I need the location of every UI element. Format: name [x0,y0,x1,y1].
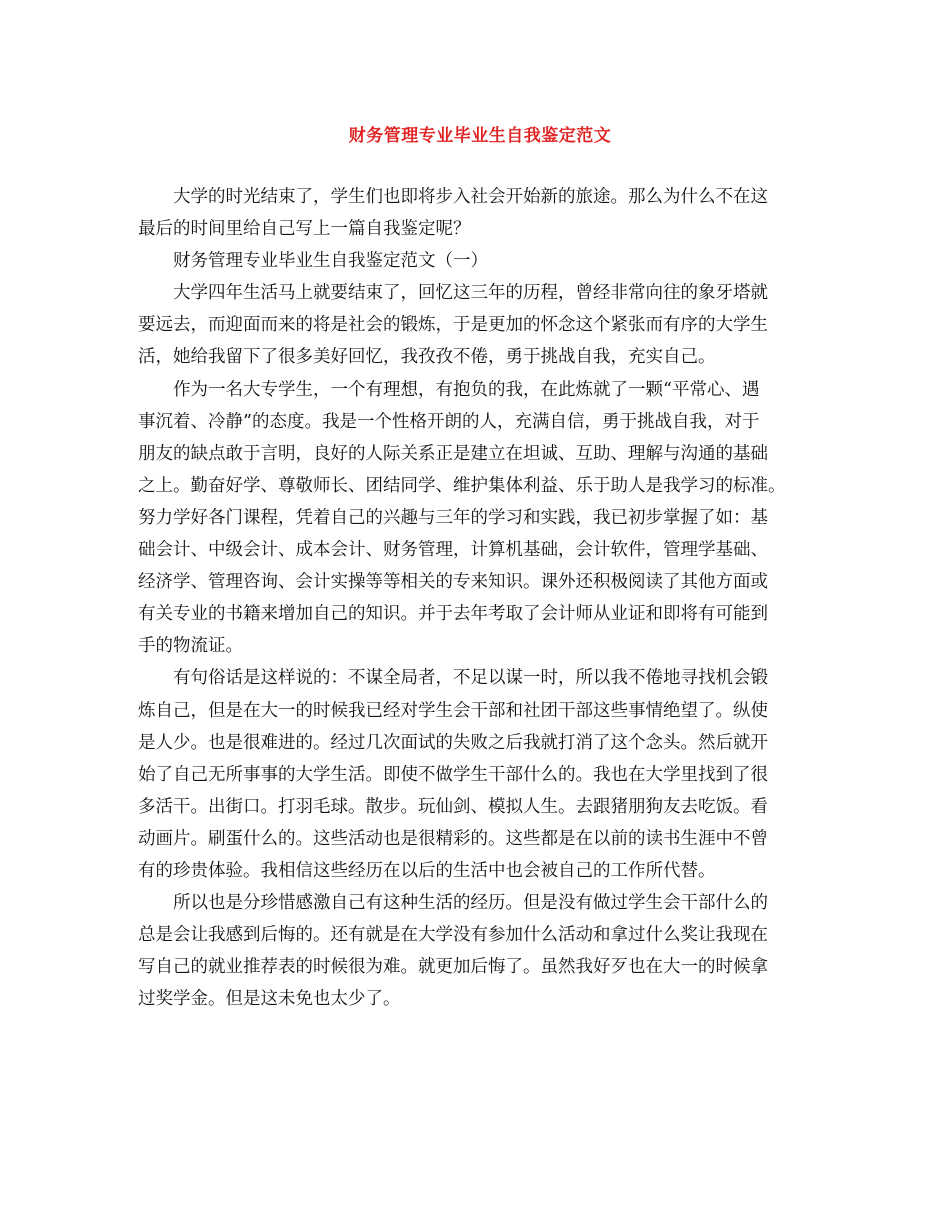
text-line: 作为一名大专学生，一个有理想，有抱负的我，在此炼就了一颗“平常心、遇 [173,379,760,400]
text-line: 炼自己，但是在大一的时候我已经对学生会干部和社团干部这些事情绝望了。纵使 [138,700,768,721]
text-line: 手的物流证。 [138,636,243,657]
text-line: 所以也是分珍惜感激自己有这种生活的经历。但是没有做过学生会干部什么的 [173,893,768,914]
text-line: 写自己的就业推荐表的时候很为难。就更加后悔了。虽然我好歹也在大一的时候拿 [138,957,768,978]
section-heading: 财务管理专业毕业生自我鉴定范文（一） [173,251,488,272]
text-line: 有关专业的书籍来增加自己的知识。并于去年考取了会计师从业证和即将有可能到 [138,604,768,625]
document-title: 财务管理专业毕业生自我鉴定范文 [348,126,612,146]
text-line: 总是会让我感到后悔的。还有就是在大学没有参加什么活动和拿过什么奖让我现在 [138,925,768,946]
text-line: 是人少。也是很难进的。经过几次面试的失败之后我就打消了这个念头。然后就开 [138,732,768,753]
text-line: 朋友的缺点敢于言明，良好的人际关系正是建立在坦诚、互助、理解与沟通的基础 [138,443,768,464]
text-line: 过奖学金。但是这未免也太少了。 [138,989,401,1010]
text-line: 大学的时光结束了，学生们也即将步入社会开始新的旅途。那么为什么不在这 [173,187,768,207]
text-line: 之上。勤奋好学、尊敬师长、团结同学、维护集体利益、乐于助人是我学习的标准。 [138,475,786,496]
text-line: 经济学、管理咨询、会计实操等等相关的专来知识。课外还积极阅读了其他方面或 [138,572,768,593]
text-line: 有句俗话是这样说的：不谋全局者，不足以谋一时，所以我不倦地寻找机会锻 [173,668,768,689]
text-line: 最后的时间里给自己写上一篇自我鉴定呢？ [138,219,471,240]
text-line: 动画片。刷蛋什么的。这些活动也是很精彩的。这些都是在以前的读书生涯中不曾 [138,828,768,849]
text-line: 始了自己无所事事的大学生活。即使不做学生干部什么的。我也在大学里找到了很 [138,764,768,785]
text-line: 多活干。出街口。打羽毛球。散步。玩仙剑、模拟人生。去跟猪朋狗友去吃饭。看 [138,796,768,817]
text-line: 努力学好各门课程，凭着自己的兴趣与三年的学习和实践，我已初步掌握了如：基 [138,507,768,528]
text-line: 事沉着、冷静”的态度。我是一个性格开朗的人，充满自信，勇于挑战自我，对于 [138,411,760,432]
text-line: 有的珍贵体验。我相信这些经历在以后的生活中也会被自己的工作所代替。 [138,860,716,881]
text-line: 大学四年生活马上就要结束了，回忆这三年的历程，曾经非常向往的象牙塔就 [173,283,768,304]
document-body [138,181,822,1015]
text-line: 础会计、中级会计、成本会计、财务管理，计算机基础，会计软件，管理学基础、 [138,540,768,561]
text-line: 要远去，而迎面而来的将是社会的锻炼，于是更加的怀念这个紧张而有序的大学生 [138,315,768,336]
text-line: 活，她给我留下了很多美好回忆，我孜孜不倦，勇于挑战自我，充实自己。 [138,347,716,368]
